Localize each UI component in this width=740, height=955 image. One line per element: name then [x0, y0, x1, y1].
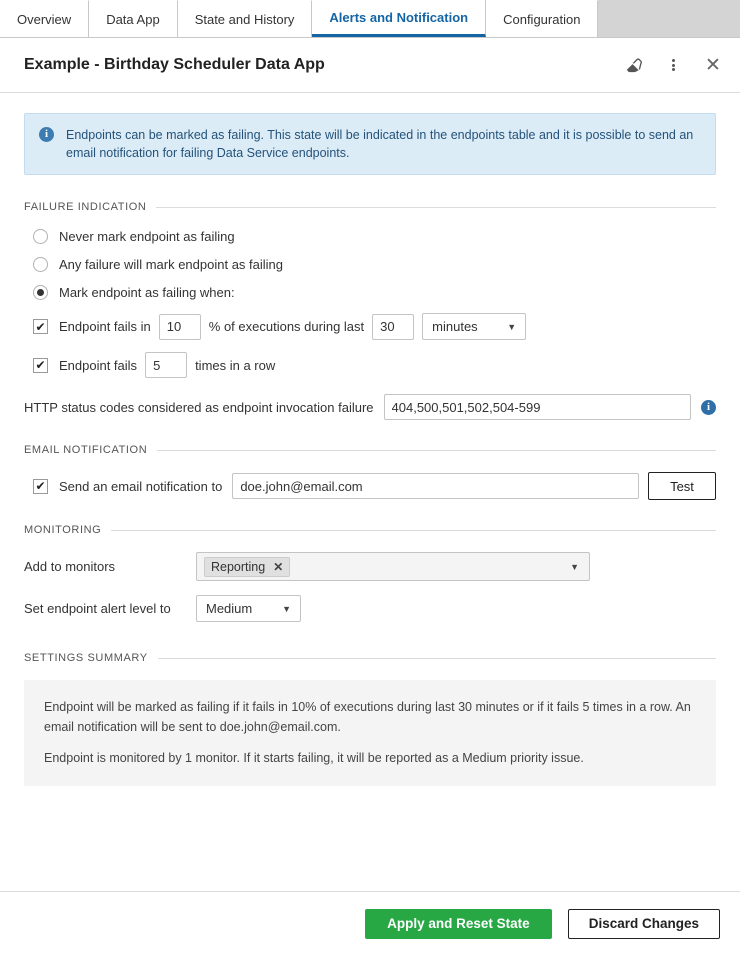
duration-value-input[interactable] [372, 314, 414, 340]
rule-consecutive-row [24, 352, 716, 378]
radio-input[interactable] [33, 229, 48, 244]
section-email-notification-header [24, 444, 716, 456]
checkbox-email-notification[interactable]: ✔ [33, 479, 48, 494]
radio-input[interactable] [33, 257, 48, 272]
info-icon[interactable]: i [701, 400, 716, 415]
close-icon[interactable]: ✕ [273, 559, 284, 574]
settings-summary-box [24, 680, 716, 786]
radio-never-mark-failing[interactable] [24, 229, 716, 244]
info-banner [24, 113, 716, 175]
test-email-button[interactable]: Test [648, 472, 716, 500]
section-settings-summary-header [24, 652, 716, 664]
tab-label: Data App [106, 11, 160, 27]
tab-state-and-history[interactable] [178, 0, 313, 37]
monitors-multiselect[interactable] [196, 552, 590, 581]
checkbox-percent-rule[interactable]: ✔ [33, 319, 48, 334]
radio-mark-failing-when[interactable] [24, 285, 716, 300]
tab-data-app[interactable] [89, 0, 178, 37]
panel-content [0, 93, 740, 786]
monitor-chip[interactable] [204, 557, 290, 577]
tab-bar-filler [598, 0, 740, 37]
duration-unit-value: minutes [432, 319, 478, 335]
section-divider [111, 530, 716, 531]
info-icon: i [39, 127, 54, 142]
tab-label: Overview [17, 11, 72, 27]
chevron-down-icon: ▼ [570, 561, 579, 572]
percent-rule-middle: % of executions during last [208, 319, 365, 335]
chevron-down-icon: ▼ [282, 603, 291, 614]
alert-level-row [24, 595, 716, 622]
summary-line: Endpoint is monitored by 1 monitor. If it starts failing, it will be reported as a Medium priority issue. [44, 751, 584, 765]
chevron-down-icon: ▼ [507, 321, 517, 332]
panel-footer [0, 891, 740, 955]
section-failure-indication-header [24, 201, 716, 213]
alert-level-select[interactable] [196, 595, 301, 622]
duration-unit-select[interactable] [422, 313, 526, 340]
section-label: SETTINGS SUMMARY [24, 652, 148, 665]
radio-label: Never mark endpoint as failing [59, 229, 235, 245]
section-monitoring-header [24, 524, 716, 536]
radio-label: Any failure will mark endpoint as failing [59, 257, 283, 273]
consecutive-rule-suffix: times in a row [195, 357, 276, 373]
email-notification-row [24, 472, 716, 500]
discard-changes-button[interactable]: Discard Changes [568, 909, 720, 939]
section-divider [158, 658, 716, 659]
panel-header [0, 38, 740, 93]
kebab-menu-icon[interactable] [662, 54, 684, 76]
consecutive-count-input[interactable] [145, 352, 187, 378]
http-codes-row [24, 394, 716, 420]
header-actions [622, 54, 724, 76]
rule-percent-row [24, 313, 716, 340]
tab-configuration[interactable] [486, 0, 598, 37]
section-divider [157, 450, 716, 451]
info-banner-text: Endpoints can be marked as failing. This state will be indicated in the endpoints table and it is possible to send an email notification for failing Data Service endpoints. [66, 128, 694, 161]
email-notification-label: Send an email notification to [59, 478, 223, 494]
monitor-chip-label: Reporting [211, 559, 266, 574]
alert-level-label: Set endpoint alert level to [24, 601, 171, 617]
section-label: EMAIL NOTIFICATION [24, 444, 148, 457]
apply-and-reset-state-button[interactable]: Apply and Reset State [365, 909, 552, 939]
tab-bar [0, 0, 740, 38]
percent-value-input[interactable] [159, 314, 201, 340]
tab-alerts-and-notification[interactable] [312, 0, 486, 37]
http-codes-label: HTTP status codes considered as endpoint invocation failure [24, 399, 374, 415]
summary-line: Endpoint will be marked as failing if it fails in 10% of executions during last 30 minutes or if it fails 5 times in a row. An email notification will be sent to doe.john@email.com. [44, 700, 691, 734]
tab-overview[interactable] [0, 0, 89, 37]
radio-any-failure-marks-failing[interactable] [24, 257, 716, 272]
close-icon[interactable]: ✕ [705, 54, 721, 76]
http-codes-input[interactable] [384, 394, 691, 420]
consecutive-rule-prefix: Endpoint fails [59, 357, 138, 373]
add-to-monitors-label: Add to monitors [24, 559, 116, 575]
radio-input[interactable] [33, 285, 48, 300]
section-label: MONITORING [24, 524, 102, 537]
page-title: Example - Birthday Scheduler Data App [24, 56, 325, 73]
percent-rule-prefix: Endpoint fails in [59, 319, 151, 335]
alert-level-value: Medium [206, 601, 253, 617]
tab-label: Configuration [503, 11, 581, 27]
radio-label: Mark endpoint as failing when: [59, 285, 235, 301]
add-to-monitors-row [24, 552, 716, 581]
section-divider [156, 207, 716, 208]
tab-label: Alerts and Notification [329, 9, 469, 25]
eraser-icon[interactable] [622, 54, 644, 76]
tab-label: State and History [194, 11, 295, 27]
email-input[interactable] [232, 473, 639, 499]
section-label: FAILURE INDICATION [24, 201, 147, 214]
checkbox-consecutive-rule[interactable]: ✔ [33, 358, 48, 373]
